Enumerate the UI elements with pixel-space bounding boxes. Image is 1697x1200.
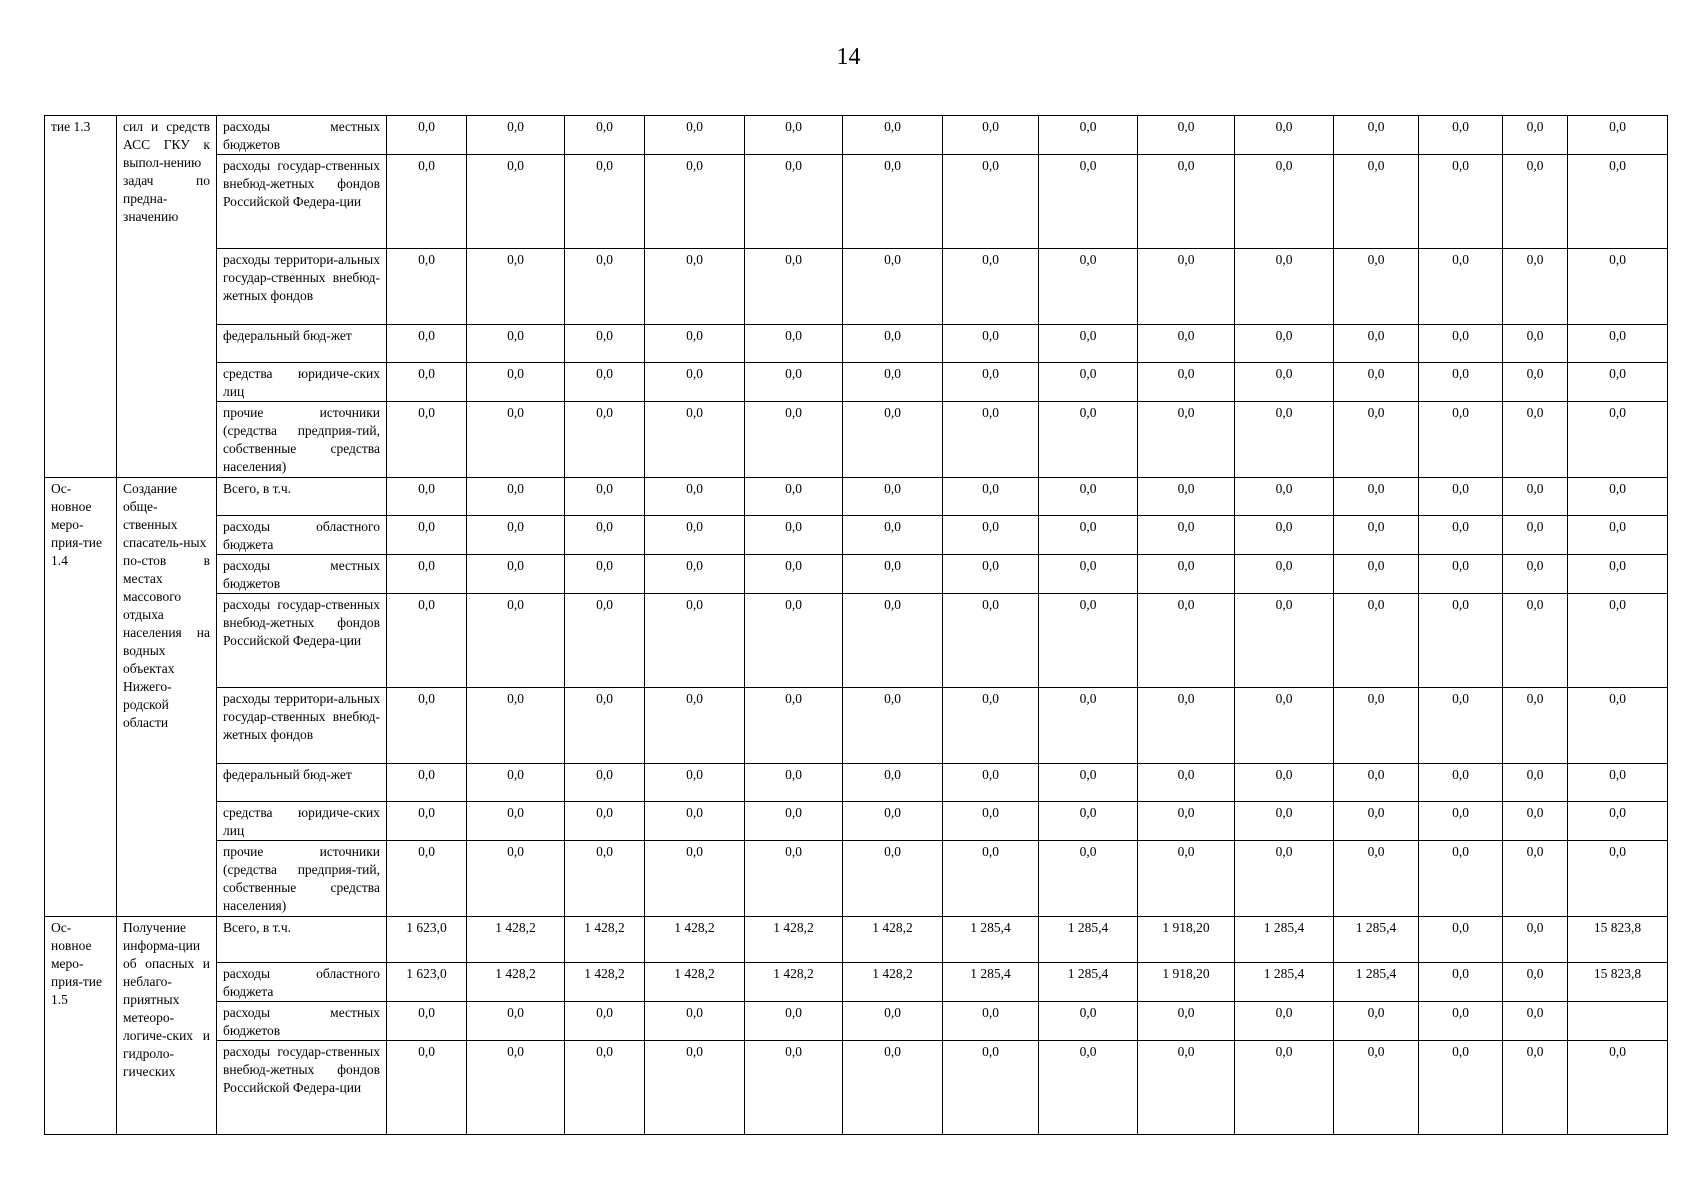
value-cell: 0,0: [745, 1002, 843, 1041]
value-cell: 0,0: [1334, 155, 1419, 249]
funding-source-cell: Всего, в т.ч.: [217, 478, 387, 516]
value-cell: 0,0: [387, 688, 467, 764]
value-cell: 0,0: [843, 516, 943, 555]
value-cell: 0,0: [565, 802, 645, 841]
value-cell: 0,0: [1568, 478, 1668, 516]
value-cell: 0,0: [565, 325, 645, 363]
value-cell: 0,0: [1235, 249, 1334, 325]
value-cell: 0,0: [1138, 1041, 1235, 1135]
value-cell: 0,0: [843, 116, 943, 155]
measure-number-cell: Ос-новное меро-прия-тие 1.5: [45, 917, 117, 1135]
budget-table: [44, 115, 1668, 1135]
value-cell: 0,0: [943, 764, 1039, 802]
funding-source-cell: расходы территори-альных государ-ственных внебюд-жетных фондов: [217, 249, 387, 325]
value-cell: 0,0: [1419, 116, 1503, 155]
value-cell: 0,0: [1568, 249, 1668, 325]
value-cell: 0,0: [1334, 402, 1419, 478]
value-cell: 1 428,2: [843, 963, 943, 1002]
value-cell: 0,0: [645, 841, 745, 917]
value-cell: 0,0: [1235, 1041, 1334, 1135]
value-cell: 1 285,4: [1039, 963, 1138, 1002]
value-cell: 0,0: [1235, 325, 1334, 363]
value-cell: 0,0: [1568, 802, 1668, 841]
value-cell: 0,0: [1568, 116, 1668, 155]
value-cell: 0,0: [565, 155, 645, 249]
value-cell: 0,0: [387, 363, 467, 402]
value-cell: 1 428,2: [645, 963, 745, 1002]
value-cell: 0,0: [1419, 249, 1503, 325]
value-cell: 0,0: [467, 764, 565, 802]
table-row: [45, 841, 1668, 917]
value-cell: 0,0: [745, 249, 843, 325]
value-cell: 0,0: [1039, 402, 1138, 478]
value-cell: 0,0: [387, 516, 467, 555]
value-cell: 0,0: [1503, 116, 1568, 155]
value-cell: 0,0: [387, 155, 467, 249]
value-cell: 0,0: [1039, 516, 1138, 555]
measure-name-cell: Получение информа-ции об опасных и неблаго-приятных метеоро-логиче-ских и гидроло-гических: [117, 917, 217, 1135]
value-cell: 0,0: [645, 802, 745, 841]
table-row: [45, 1002, 1668, 1041]
measure-name-cell: Создание обще-ственных спасатель-ных по-стов в местах массового отдыха населения на водных объектах Нижего-родской области: [117, 478, 217, 917]
measure-number-cell: Ос-новное меро-прия-тие 1.4: [45, 478, 117, 917]
value-cell: 0,0: [1235, 478, 1334, 516]
value-cell: 1 285,4: [1235, 963, 1334, 1002]
value-cell: 0,0: [843, 764, 943, 802]
value-cell: 0,0: [745, 1041, 843, 1135]
value-cell: 0,0: [843, 594, 943, 688]
value-cell: 0,0: [1334, 594, 1419, 688]
value-cell: 0,0: [1039, 478, 1138, 516]
value-cell: 0,0: [1138, 688, 1235, 764]
value-cell: 0,0: [1419, 802, 1503, 841]
value-cell: 0,0: [1568, 1041, 1668, 1135]
value-cell: 0,0: [565, 116, 645, 155]
value-cell: 0,0: [1235, 841, 1334, 917]
value-cell: 15 823,8: [1568, 917, 1668, 963]
value-cell: 0,0: [467, 594, 565, 688]
table-row: [45, 802, 1668, 841]
value-cell: 0,0: [1138, 478, 1235, 516]
value-cell: 0,0: [565, 478, 645, 516]
value-cell: 0,0: [1503, 249, 1568, 325]
table-row: [45, 963, 1668, 1002]
value-cell: 0,0: [1039, 764, 1138, 802]
value-cell: 0,0: [843, 1002, 943, 1041]
value-cell: 1 285,4: [1039, 917, 1138, 963]
value-cell: 0,0: [1235, 594, 1334, 688]
value-cell: 0,0: [1503, 363, 1568, 402]
value-cell: 0,0: [1503, 1041, 1568, 1135]
value-cell: 0,0: [943, 688, 1039, 764]
value-cell: 1 428,2: [843, 917, 943, 963]
value-cell: [1568, 1002, 1668, 1041]
value-cell: 0,0: [467, 402, 565, 478]
value-cell: 0,0: [843, 363, 943, 402]
value-cell: 0,0: [943, 325, 1039, 363]
value-cell: 0,0: [1419, 841, 1503, 917]
value-cell: 0,0: [1503, 325, 1568, 363]
value-cell: 0,0: [1334, 325, 1419, 363]
funding-source-cell: расходы областного бюджета: [217, 516, 387, 555]
table-row: [45, 478, 1668, 516]
value-cell: 0,0: [387, 1002, 467, 1041]
value-cell: 0,0: [387, 764, 467, 802]
value-cell: 0,0: [645, 155, 745, 249]
value-cell: 0,0: [1235, 802, 1334, 841]
value-cell: 0,0: [1334, 363, 1419, 402]
value-cell: 0,0: [745, 555, 843, 594]
value-cell: 0,0: [1235, 555, 1334, 594]
value-cell: 0,0: [745, 516, 843, 555]
value-cell: 0,0: [565, 841, 645, 917]
value-cell: 0,0: [1568, 764, 1668, 802]
value-cell: 0,0: [1039, 802, 1138, 841]
value-cell: 0,0: [467, 1002, 565, 1041]
table-row: [45, 555, 1668, 594]
value-cell: 0,0: [943, 802, 1039, 841]
value-cell: 0,0: [843, 325, 943, 363]
value-cell: 0,0: [467, 116, 565, 155]
value-cell: 0,0: [645, 1002, 745, 1041]
page-number: 14: [836, 44, 861, 70]
value-cell: 0,0: [1334, 688, 1419, 764]
funding-source-cell: средства юридиче-ских лиц: [217, 802, 387, 841]
value-cell: 0,0: [1503, 841, 1568, 917]
value-cell: 0,0: [645, 325, 745, 363]
value-cell: 0,0: [1503, 516, 1568, 555]
value-cell: 0,0: [745, 155, 843, 249]
value-cell: 1 428,2: [467, 917, 565, 963]
value-cell: 0,0: [1568, 325, 1668, 363]
value-cell: 1 428,2: [645, 917, 745, 963]
value-cell: 0,0: [745, 402, 843, 478]
value-cell: 0,0: [565, 555, 645, 594]
value-cell: 0,0: [645, 688, 745, 764]
value-cell: 0,0: [1039, 155, 1138, 249]
value-cell: 0,0: [387, 402, 467, 478]
value-cell: 0,0: [1138, 555, 1235, 594]
value-cell: 0,0: [565, 688, 645, 764]
value-cell: 0,0: [645, 402, 745, 478]
funding-source-cell: расходы государ-ственных внебюд-жетных фондов Российской Федера-ции: [217, 155, 387, 249]
funding-source-cell: расходы государ-ственных внебюд-жетных фондов Российской Федера-ции: [217, 1041, 387, 1135]
value-cell: 0,0: [467, 155, 565, 249]
value-cell: 0,0: [1568, 363, 1668, 402]
value-cell: 0,0: [1419, 594, 1503, 688]
value-cell: 0,0: [843, 555, 943, 594]
value-cell: 0,0: [745, 363, 843, 402]
table-row: [45, 116, 1668, 155]
value-cell: 0,0: [645, 594, 745, 688]
value-cell: 0,0: [467, 841, 565, 917]
value-cell: 0,0: [1138, 402, 1235, 478]
value-cell: 0,0: [1138, 1002, 1235, 1041]
value-cell: 0,0: [1235, 363, 1334, 402]
value-cell: 0,0: [943, 363, 1039, 402]
value-cell: 0,0: [843, 478, 943, 516]
value-cell: 0,0: [745, 594, 843, 688]
value-cell: 0,0: [1503, 402, 1568, 478]
value-cell: 0,0: [387, 841, 467, 917]
value-cell: 1 623,0: [387, 917, 467, 963]
value-cell: 0,0: [1419, 1041, 1503, 1135]
funding-source-cell: прочие источники (средства предприя-тий, собственные средства населения): [217, 402, 387, 478]
value-cell: 0,0: [1039, 116, 1138, 155]
value-cell: 0,0: [943, 402, 1039, 478]
value-cell: 0,0: [1138, 764, 1235, 802]
value-cell: 0,0: [1235, 688, 1334, 764]
value-cell: 0,0: [1138, 249, 1235, 325]
value-cell: 0,0: [1568, 594, 1668, 688]
value-cell: 0,0: [1503, 155, 1568, 249]
table-row: [45, 917, 1668, 963]
value-cell: 1 428,2: [745, 917, 843, 963]
measure-name-cell: сил и средств АСС ГКУ к выпол-нению задач по предна-значению: [117, 116, 217, 478]
value-cell: 0,0: [645, 1041, 745, 1135]
value-cell: 0,0: [1419, 478, 1503, 516]
value-cell: 0,0: [1039, 1041, 1138, 1135]
value-cell: 0,0: [745, 802, 843, 841]
value-cell: 0,0: [745, 764, 843, 802]
value-cell: 0,0: [1039, 594, 1138, 688]
value-cell: 0,0: [1568, 155, 1668, 249]
value-cell: 0,0: [1138, 516, 1235, 555]
value-cell: 0,0: [387, 594, 467, 688]
value-cell: 1 623,0: [387, 963, 467, 1002]
value-cell: 0,0: [745, 841, 843, 917]
value-cell: 0,0: [1503, 802, 1568, 841]
value-cell: 0,0: [843, 249, 943, 325]
value-cell: 0,0: [943, 1041, 1039, 1135]
value-cell: 0,0: [1334, 841, 1419, 917]
value-cell: 0,0: [1334, 1002, 1419, 1041]
value-cell: 0,0: [1568, 688, 1668, 764]
value-cell: 0,0: [843, 688, 943, 764]
table-row: [45, 516, 1668, 555]
funding-source-cell: расходы областного бюджета: [217, 963, 387, 1002]
value-cell: 0,0: [1419, 917, 1503, 963]
value-cell: 1 918,20: [1138, 963, 1235, 1002]
value-cell: 0,0: [1138, 363, 1235, 402]
value-cell: 0,0: [565, 402, 645, 478]
value-cell: 0,0: [565, 249, 645, 325]
table-row: [45, 764, 1668, 802]
value-cell: 0,0: [843, 1041, 943, 1135]
value-cell: 1 428,2: [745, 963, 843, 1002]
table-row: [45, 249, 1668, 325]
value-cell: 1 428,2: [467, 963, 565, 1002]
value-cell: 0,0: [1334, 802, 1419, 841]
value-cell: 0,0: [387, 1041, 467, 1135]
value-cell: 0,0: [387, 802, 467, 841]
value-cell: 0,0: [565, 363, 645, 402]
value-cell: 0,0: [1419, 688, 1503, 764]
value-cell: 0,0: [843, 841, 943, 917]
value-cell: 1 285,4: [1334, 917, 1419, 963]
value-cell: 0,0: [943, 555, 1039, 594]
value-cell: 0,0: [467, 802, 565, 841]
value-cell: 0,0: [1039, 363, 1138, 402]
value-cell: 0,0: [1503, 594, 1568, 688]
value-cell: 0,0: [1138, 802, 1235, 841]
value-cell: 0,0: [1039, 1002, 1138, 1041]
value-cell: 0,0: [1419, 363, 1503, 402]
value-cell: 0,0: [843, 402, 943, 478]
value-cell: 0,0: [1235, 764, 1334, 802]
value-cell: 0,0: [1419, 555, 1503, 594]
value-cell: 0,0: [1419, 963, 1503, 1002]
funding-source-cell: расходы территори-альных государ-ственных внебюд-жетных фондов: [217, 688, 387, 764]
value-cell: 15 823,8: [1568, 963, 1668, 1002]
value-cell: 0,0: [1138, 325, 1235, 363]
value-cell: 0,0: [843, 155, 943, 249]
value-cell: 0,0: [1235, 402, 1334, 478]
value-cell: 0,0: [943, 249, 1039, 325]
value-cell: 0,0: [467, 516, 565, 555]
value-cell: 0,0: [1334, 555, 1419, 594]
value-cell: 0,0: [1235, 116, 1334, 155]
value-cell: 0,0: [1334, 478, 1419, 516]
value-cell: 0,0: [1568, 402, 1668, 478]
value-cell: 0,0: [1568, 516, 1668, 555]
value-cell: 0,0: [943, 1002, 1039, 1041]
value-cell: 0,0: [745, 325, 843, 363]
value-cell: 0,0: [645, 363, 745, 402]
value-cell: 0,0: [1334, 249, 1419, 325]
value-cell: 0,0: [645, 249, 745, 325]
value-cell: 0,0: [1039, 249, 1138, 325]
funding-source-cell: федеральный бюд-жет: [217, 764, 387, 802]
funding-source-cell: прочие источники (средства предприя-тий, собственные средства населения): [217, 841, 387, 917]
value-cell: 0,0: [1138, 594, 1235, 688]
table-row: [45, 363, 1668, 402]
value-cell: 0,0: [745, 478, 843, 516]
value-cell: 0,0: [645, 116, 745, 155]
funding-source-cell: расходы местных бюджетов: [217, 116, 387, 155]
value-cell: 0,0: [467, 249, 565, 325]
value-cell: 0,0: [943, 478, 1039, 516]
value-cell: 0,0: [1419, 1002, 1503, 1041]
value-cell: 0,0: [1334, 1041, 1419, 1135]
value-cell: 1 428,2: [565, 917, 645, 963]
value-cell: 0,0: [943, 841, 1039, 917]
value-cell: 0,0: [645, 478, 745, 516]
value-cell: 0,0: [467, 478, 565, 516]
funding-source-cell: средства юридиче-ских лиц: [217, 363, 387, 402]
value-cell: 0,0: [1334, 116, 1419, 155]
value-cell: 0,0: [1419, 764, 1503, 802]
value-cell: 0,0: [943, 116, 1039, 155]
value-cell: 0,0: [467, 555, 565, 594]
value-cell: 0,0: [1568, 555, 1668, 594]
value-cell: 0,0: [387, 555, 467, 594]
value-cell: 0,0: [467, 363, 565, 402]
funding-source-cell: расходы местных бюджетов: [217, 555, 387, 594]
value-cell: 0,0: [1419, 155, 1503, 249]
value-cell: 0,0: [943, 155, 1039, 249]
value-cell: 1 285,4: [1235, 917, 1334, 963]
value-cell: 0,0: [1503, 917, 1568, 963]
value-cell: 0,0: [1503, 555, 1568, 594]
value-cell: 0,0: [645, 764, 745, 802]
table-row: [45, 688, 1668, 764]
table-row: [45, 402, 1668, 478]
value-cell: 0,0: [1039, 841, 1138, 917]
budget-table-body: [45, 116, 1668, 1135]
value-cell: 0,0: [387, 325, 467, 363]
value-cell: 1 918,20: [1138, 917, 1235, 963]
value-cell: 0,0: [1568, 841, 1668, 917]
value-cell: 0,0: [1334, 764, 1419, 802]
value-cell: 0,0: [467, 325, 565, 363]
value-cell: 0,0: [843, 802, 943, 841]
table-row: [45, 1041, 1668, 1135]
value-cell: 0,0: [565, 516, 645, 555]
value-cell: 0,0: [1419, 402, 1503, 478]
table-row: [45, 155, 1668, 249]
value-cell: 0,0: [645, 555, 745, 594]
value-cell: 0,0: [565, 1041, 645, 1135]
funding-source-cell: федеральный бюд-жет: [217, 325, 387, 363]
value-cell: 0,0: [1039, 325, 1138, 363]
value-cell: 0,0: [467, 1041, 565, 1135]
value-cell: 0,0: [645, 516, 745, 555]
value-cell: 0,0: [1138, 155, 1235, 249]
value-cell: 1 428,2: [565, 963, 645, 1002]
value-cell: 0,0: [387, 478, 467, 516]
value-cell: 0,0: [565, 594, 645, 688]
value-cell: 1 285,4: [1334, 963, 1419, 1002]
value-cell: 0,0: [1235, 155, 1334, 249]
value-cell: 0,0: [1039, 555, 1138, 594]
value-cell: 0,0: [1138, 116, 1235, 155]
value-cell: 0,0: [1503, 764, 1568, 802]
value-cell: 0,0: [1419, 516, 1503, 555]
value-cell: 0,0: [1235, 516, 1334, 555]
value-cell: 0,0: [565, 764, 645, 802]
value-cell: 0,0: [943, 516, 1039, 555]
table-row: [45, 325, 1668, 363]
value-cell: 0,0: [565, 1002, 645, 1041]
value-cell: 1 285,4: [943, 917, 1039, 963]
funding-source-cell: расходы местных бюджетов: [217, 1002, 387, 1041]
value-cell: 0,0: [1419, 325, 1503, 363]
value-cell: 0,0: [1334, 516, 1419, 555]
funding-source-cell: расходы государ-ственных внебюд-жетных фондов Российской Федера-ции: [217, 594, 387, 688]
value-cell: 0,0: [387, 116, 467, 155]
value-cell: 0,0: [1235, 1002, 1334, 1041]
funding-source-cell: Всего, в т.ч.: [217, 917, 387, 963]
value-cell: 0,0: [1039, 688, 1138, 764]
table-row: [45, 594, 1668, 688]
value-cell: 0,0: [1503, 688, 1568, 764]
value-cell: 0,0: [1138, 841, 1235, 917]
value-cell: 0,0: [745, 116, 843, 155]
value-cell: 0,0: [943, 594, 1039, 688]
value-cell: 1 285,4: [943, 963, 1039, 1002]
value-cell: 0,0: [467, 688, 565, 764]
value-cell: 0,0: [1503, 963, 1568, 1002]
value-cell: 0,0: [745, 688, 843, 764]
value-cell: 0,0: [1503, 478, 1568, 516]
measure-number-cell: тие 1.3: [45, 116, 117, 478]
value-cell: 0,0: [1503, 1002, 1568, 1041]
value-cell: 0,0: [387, 249, 467, 325]
